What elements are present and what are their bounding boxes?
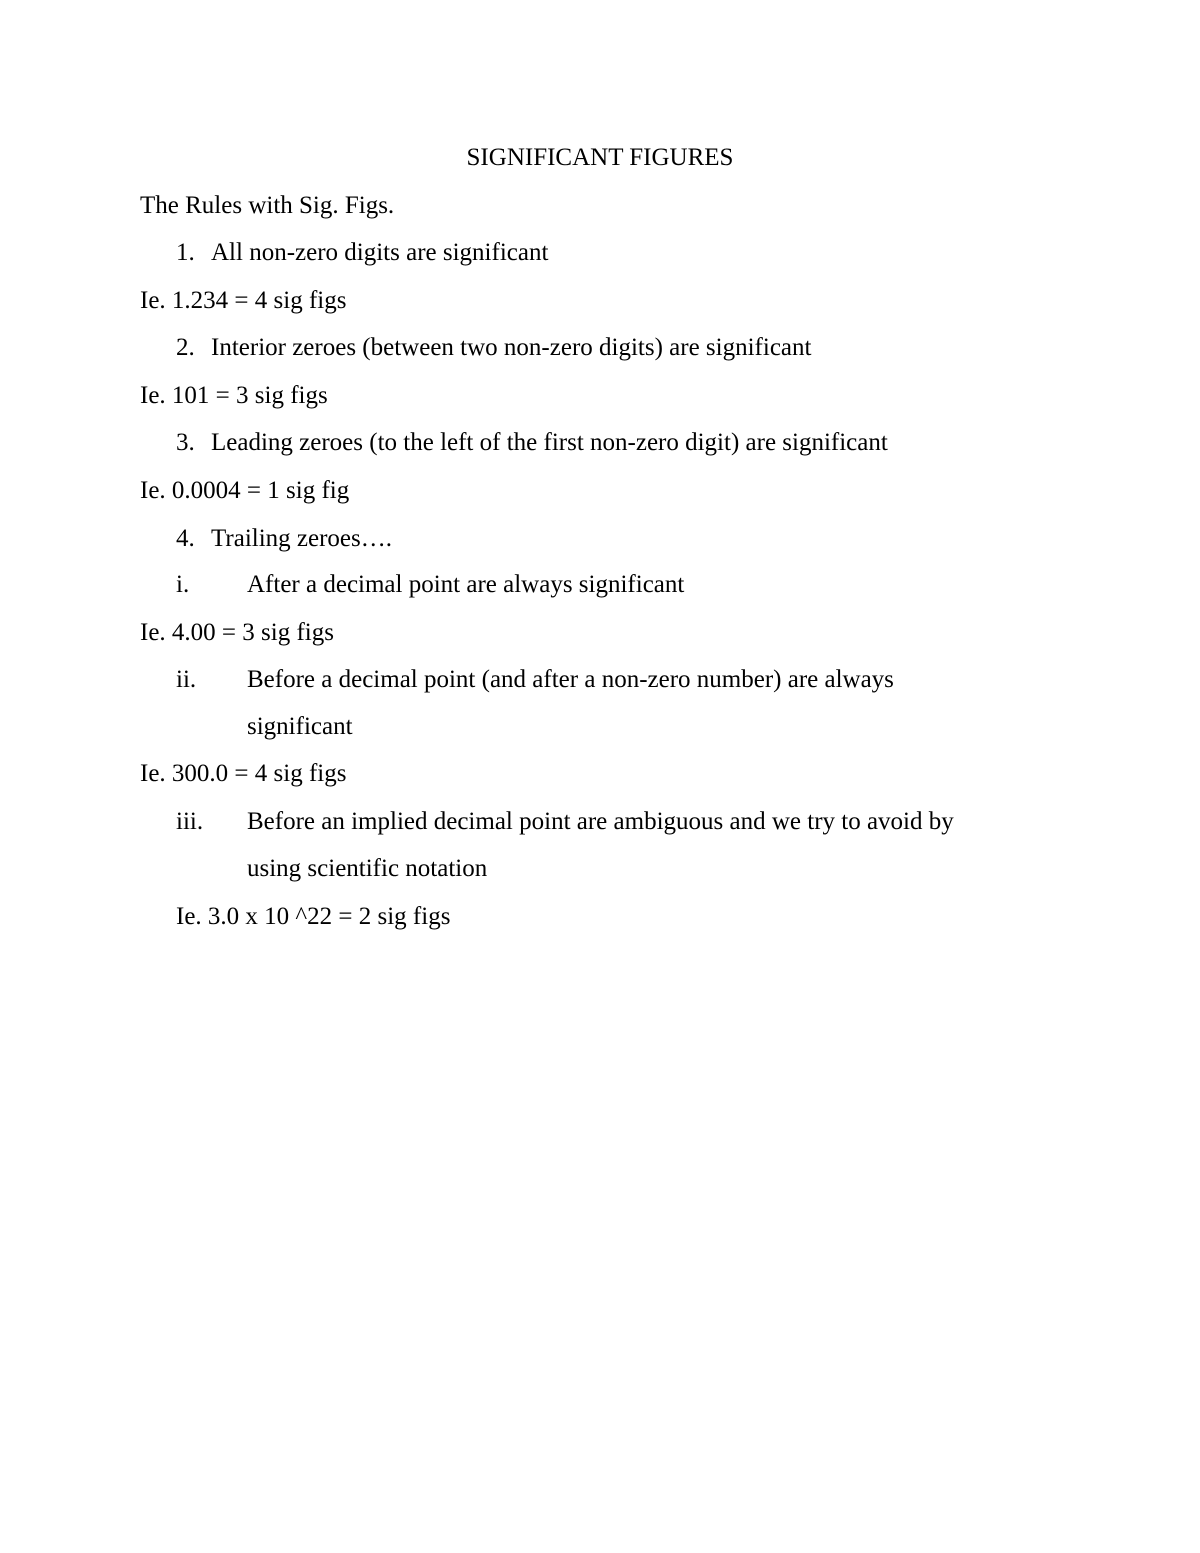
rule-3-text: Leading zeroes (to the left of the first non-zero digit) are significant	[211, 429, 888, 456]
subrule-i-text: After a decimal point are always significant	[247, 571, 685, 598]
rule-2-marker: 2.	[176, 334, 195, 361]
rule-1-text: All non-zero digits are significant	[211, 239, 549, 266]
rule-2-example: Ie. 101 = 3 sig figs	[140, 382, 328, 409]
rule-1-marker: 1.	[176, 239, 195, 266]
subrule-iii-example: Ie. 3.0 x 10 ^22 = 2 sig figs	[176, 903, 451, 930]
rule-3-marker: 3.	[176, 429, 195, 456]
rule-4-text: Trailing zeroes….	[211, 525, 392, 552]
document-title: SIGNIFICANT FIGURES	[466, 144, 734, 171]
subrule-i-example: Ie. 4.00 = 3 sig figs	[140, 619, 334, 646]
intro-line: The Rules with Sig. Figs.	[140, 192, 395, 219]
subrule-ii-marker: ii.	[176, 666, 197, 693]
subrule-iii-text-line-2: using scientific notation	[247, 855, 488, 882]
rule-1-example: Ie. 1.234 = 4 sig figs	[140, 287, 347, 314]
rule-4-marker: 4.	[176, 525, 195, 552]
subrule-iii-marker: iii.	[176, 808, 204, 835]
subrule-i-marker: i.	[176, 571, 190, 598]
rule-3-example: Ie. 0.0004 = 1 sig fig	[140, 477, 350, 504]
subrule-ii-text-line-1: Before a decimal point (and after a non-zero number) are always	[247, 666, 894, 693]
subrule-ii-text-line-2: significant	[247, 713, 353, 740]
rule-2-text: Interior zeroes (between two non-zero digits) are significant	[211, 334, 812, 361]
subrule-iii-text-line-1: Before an implied decimal point are ambiguous and we try to avoid by	[247, 808, 954, 835]
subrule-ii-example: Ie. 300.0 = 4 sig figs	[140, 760, 347, 787]
